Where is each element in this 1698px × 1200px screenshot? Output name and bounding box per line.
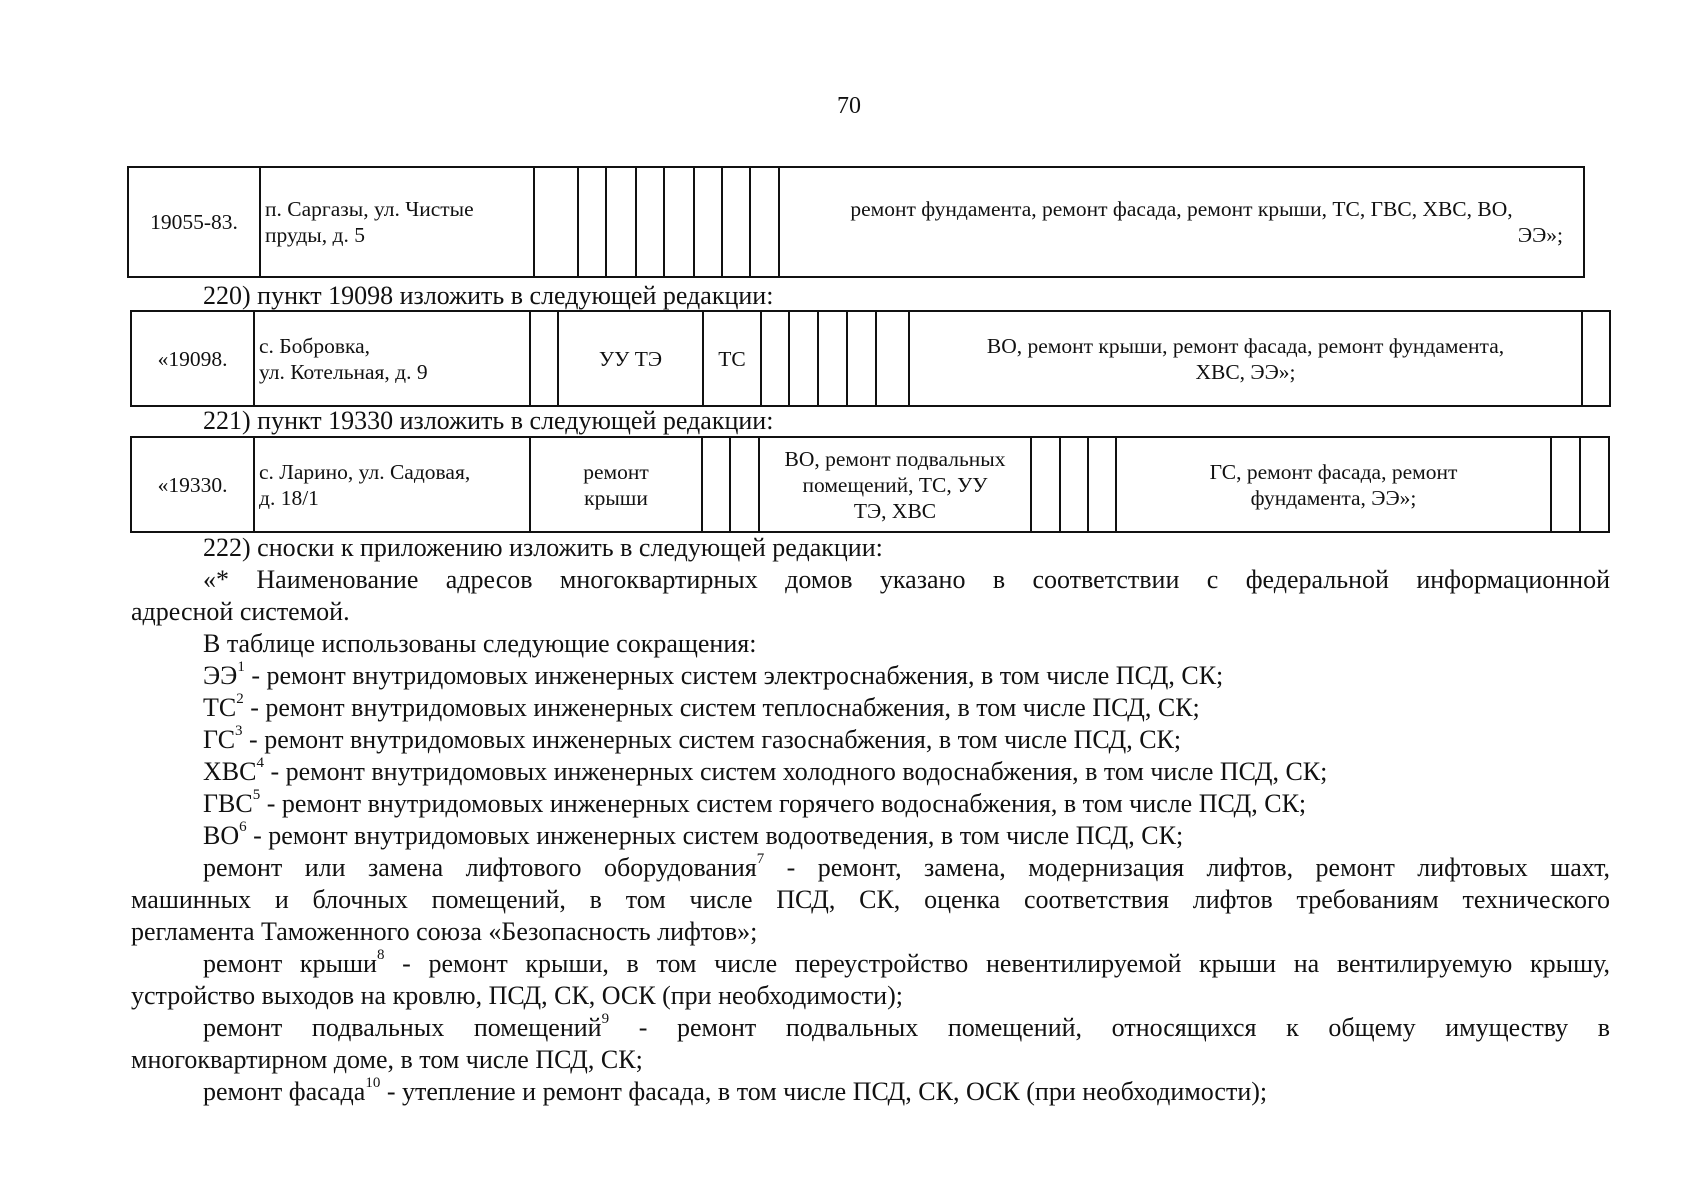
roof-line-1: ремонт крыши$^8$ - ремонт крыши, в том числе переустройство невентилируемой крыши на вентилируемую крышу, — [203, 947, 1610, 978]
abbr-gs: $ГС^3$ - ремонт внутридомовых инженерных систем газоснабжения, в том числе ПСД, СК; — [203, 723, 1182, 754]
lift-line-2: машинных и блочных помещений, в том числе ПСД, СК, оценка соответствия лифтов требованиям технического — [131, 885, 1610, 914]
works-cell: ГС, ремонт фасада, ремонт фундамента, ЭЭ»; — [1116, 437, 1551, 532]
roof-line-2: устройство выходов на кровлю, ПСД, СК, ОСК (при необходимости); — [131, 981, 903, 1010]
metering-cell: УУ ТЭ — [558, 311, 703, 406]
basement-line-2: многоквартирном доме, в том числе ПСД, СК; — [131, 1045, 643, 1074]
heating-cell: ТС — [703, 311, 761, 406]
heading-222: 222) сноски к приложению изложить в следующей редакции: — [203, 533, 883, 562]
table-item-19098 — [130, 310, 1611, 407]
page-number: 70 — [837, 93, 861, 119]
works-cell: ВО, ремонт крыши, ремонт фасада, ремонт фундамента, ХВС, ЭЭ»; — [909, 311, 1582, 406]
address-cell: с. Ларино, ул. Садовая, д. 18/1 — [254, 437, 530, 532]
table-item-19330 — [130, 436, 1610, 533]
roof-cell: ремонт крыши — [530, 437, 702, 532]
row-number: «19098. — [131, 311, 254, 406]
row-number: «19330. — [131, 437, 254, 532]
abbr-ts: $ТС^2$ - ремонт внутридомовых инженерных систем теплоснабжения, в том числе ПСД, СК; — [203, 691, 1200, 722]
heading-221: 221) пункт 19330 изложить в следующей редакции: — [203, 406, 774, 435]
footnote-star-line-1: «* Наименование адресов многоквартирных домов указано в соответствии с федеральной информационной — [203, 565, 1610, 594]
heading-220: 220) пункт 19098 изложить в следующей редакции: — [203, 281, 774, 310]
address-cell: п. Саргазы, ул. Чистые пруды, д. 5 — [260, 167, 534, 277]
row-number: 19055-83. — [128, 167, 260, 277]
facade-line-1: ремонт фасада$^{10}$ - утепление и ремонт фасада, в том числе ПСД, СК, ОСК (при необходимости); — [203, 1075, 1268, 1106]
basement-line-1: ремонт подвальных помещений$^9$ - ремонт подвальных помещений, относящихся к общему имуществу в — [203, 1011, 1610, 1042]
works-cell: ремонт фундамента, ремонт фасада, ремонт крыши, ТС, ГВС, ХВС, ВО, ЭЭ»; — [779, 167, 1584, 277]
systems-cell: ВО, ремонт подвальных помещений, ТС, УУ ТЭ, ХВС — [759, 437, 1031, 532]
table-item-19055 — [127, 166, 1585, 278]
abbr-hvs: ХВС$^4$ - ремонт внутридомовых инженерных систем холодного водоснабжения, в том числе ПСД, СК; — [203, 755, 1328, 786]
abbr-vo: $ВО^6$ - ремонт внутридомовых инженерных систем водоотведения, в том числе ПСД, СК; — [203, 819, 1184, 850]
abbreviations-intro: В таблице использованы следующие сокращения: — [203, 629, 757, 658]
abbr-ee: $ЭЭ^1$ - ремонт внутридомовых инженерных систем электроснабжения, в том числе ПСД, СК; — [203, 659, 1224, 690]
abbr-gvs: ГВС$^5$ - ремонт внутридомовых инженерных систем горячего водоснабжения, в том числе ПСД, СК; — [203, 787, 1307, 818]
footnote-star-line-2: адресной системой. — [131, 597, 350, 626]
address-cell: с. Бобровка, ул. Котельная, д. 9 — [254, 311, 530, 406]
lift-line-1: ремонт или замена лифтового оборудования$^7$ - ремонт, замена, модернизация лифтов, ремонт лифтовых шахт, — [203, 851, 1611, 882]
lift-line-3: регламента Таможенного союза «Безопасность лифтов»; — [131, 917, 758, 946]
